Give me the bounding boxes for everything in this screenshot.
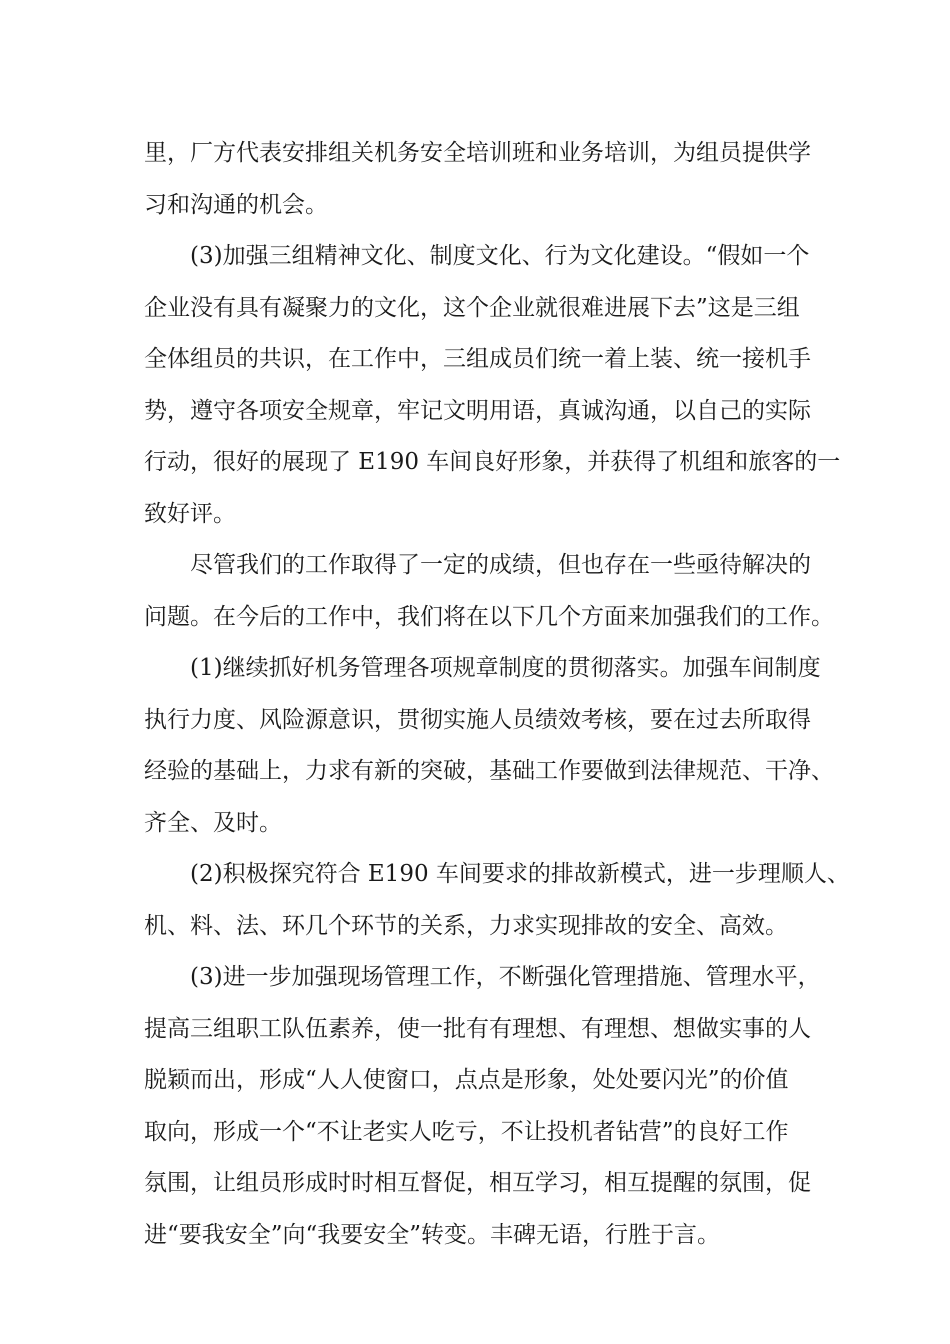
text-line: 机、料、法、环几个环节的关系，力求实现排故的安全、高效。 [144, 912, 788, 939]
text-line: 里，厂方代表安排组关机务安全培训班和业务培训，为组员提供学 [144, 140, 811, 166]
text-line: (2)积极探究符合 E190 车间要求的排故新模式，进一步理顺人、 [190, 861, 850, 887]
text-line: (3)加强三组精神文化、制度文化、行为文化建设。“假如一个 [190, 243, 810, 269]
text-line: 习和沟通的机会。 [144, 191, 328, 218]
text-line: 全体组员的共识，在工作中，三组成员们统一着上装、统一接机手 [144, 346, 811, 372]
text-line: 氛围，让组员形成时时相互督促，相互学习，相互提醒的氛围，促 [144, 1170, 811, 1196]
text-line: (1)继续抓好机务管理各项规章制度的贯彻落实。加强车间制度 [190, 655, 821, 681]
text-line: 提高三组职工队伍素养，使一批有有理想、有理想、想做实事的人 [144, 1015, 811, 1042]
text-line: (3)进一步加强现场管理工作，不断强化管理措施、管理水平， [190, 964, 821, 990]
text-line: 齐全、及时。 [144, 809, 282, 836]
text-line: 行动，很好的展现了 E190 车间良好形象，并获得了机组和旅客的一 [144, 449, 841, 475]
text-line: 经验的基础上，力求有新的突破，基础工作要做到法律规范、干净、 [144, 758, 834, 784]
text-line: 势，遵守各项安全规章，牢记文明用语，真诚沟通，以自己的实际 [144, 397, 811, 424]
text-line: 取向，形成一个“不让老实人吃亏，不让投机者钻营”的良好工作 [144, 1118, 789, 1145]
document-body [144, 128, 850, 1261]
text-line: 问题。在今后的工作中，我们将在以下几个方面来加强我们的工作。 [144, 603, 834, 630]
text-line: 致好评。 [144, 500, 236, 527]
text-line: 脱颖而出，形成“人人使窗口，点点是形象，处处要闪光”的价值 [144, 1067, 789, 1093]
text-line: 执行力度、风险源意识，贯彻实施人员绩效考核，要在过去所取得 [144, 706, 811, 733]
text-line: 尽管我们的工作取得了一定的成绩，但也存在一些亟待解决的 [190, 552, 811, 578]
text-line: 进“要我安全”向“我要安全”转变。丰碑无语，行胜于言。 [144, 1221, 721, 1248]
text-line: 企业没有具有凝聚力的文化，这个企业就很难进展下去”这是三组 [144, 294, 800, 321]
